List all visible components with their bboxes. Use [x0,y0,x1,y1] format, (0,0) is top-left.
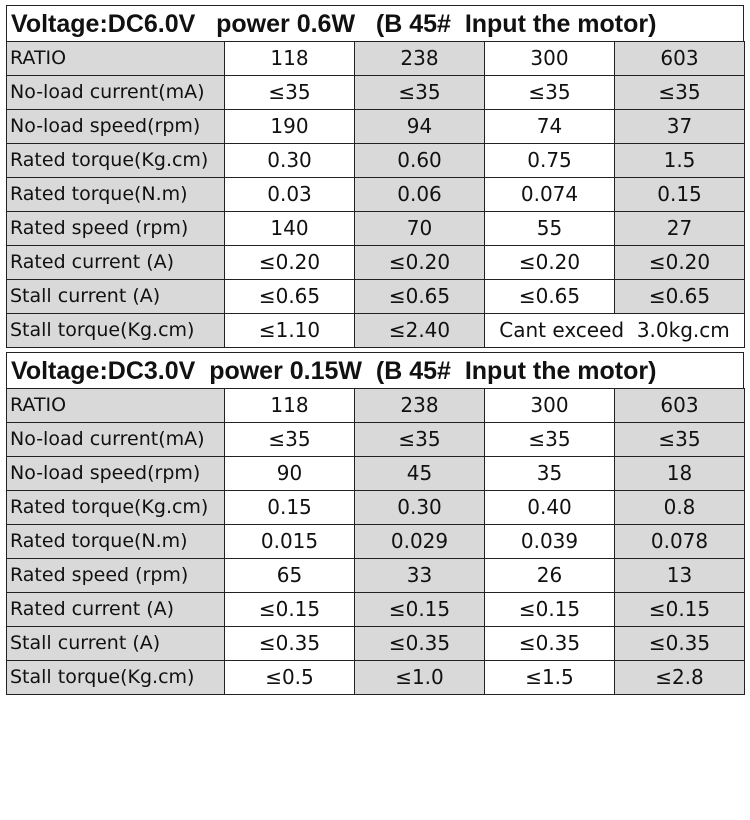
table-cell: 0.30 [355,491,485,525]
table-cell: ≤35 [615,423,745,457]
table-cell: 35 [485,457,615,491]
row-label: Rated current (A) [7,246,225,280]
table-cell: 18 [615,457,745,491]
table-cell: ≤0.35 [485,627,615,661]
table-cell: ≤1.0 [355,661,485,695]
table-cell: ≤35 [225,76,355,110]
table-cell: ≤35 [615,76,745,110]
table-cell: 238 [355,42,485,76]
table-cell: 0.06 [355,178,485,212]
row-label: Stall current (A) [7,280,225,314]
table-cell: ≤35 [485,423,615,457]
table-row [7,76,745,110]
table-cell: 65 [225,559,355,593]
table-row [7,593,745,627]
table-cell: 118 [225,42,355,76]
table-cell: ≤2.40 [355,314,485,348]
table-cell: 603 [615,389,745,423]
row-label: Rated speed (rpm) [7,212,225,246]
table-row [7,457,745,491]
row-label: No-load speed(rpm) [7,457,225,491]
table-cell: 45 [355,457,485,491]
table-cell: 33 [355,559,485,593]
row-label: RATIO [7,389,225,423]
table-cell: 74 [485,110,615,144]
table-cell: 70 [355,212,485,246]
table-cell: 0.074 [485,178,615,212]
table-cell: 26 [485,559,615,593]
table-cell: ≤1.5 [485,661,615,695]
table-cell: ≤0.20 [615,246,745,280]
table-cell: 0.60 [355,144,485,178]
table-cell: ≤0.65 [225,280,355,314]
row-label: No-load current(mA) [7,76,225,110]
table-row [7,423,745,457]
table-cell: 0.75 [485,144,615,178]
table-cell: ≤0.20 [225,246,355,280]
table-cell: ≤0.35 [225,627,355,661]
table-row [7,314,745,348]
table-cell: 13 [615,559,745,593]
table-cell: ≤0.5 [225,661,355,695]
table-cell: 37 [615,110,745,144]
table-row [7,144,745,178]
spec-block-dc3v [6,352,744,695]
table-row [7,559,745,593]
table-row [7,661,745,695]
row-label: Stall current (A) [7,627,225,661]
table-row [7,280,745,314]
table-cell: 140 [225,212,355,246]
row-label: Rated torque(Kg.cm) [7,491,225,525]
table-row [7,110,745,144]
table-cell: ≤0.35 [615,627,745,661]
row-label: Stall torque(Kg.cm) [7,661,225,695]
table-cell: 0.039 [485,525,615,559]
table-row [7,525,745,559]
table-cell: ≤35 [355,76,485,110]
table-cell: ≤0.35 [355,627,485,661]
row-label: RATIO [7,42,225,76]
table-row [7,246,745,280]
table-row [7,627,745,661]
table-cell: 190 [225,110,355,144]
row-label: Rated torque(N.m) [7,525,225,559]
row-label: Rated speed (rpm) [7,559,225,593]
table-cell: ≤0.20 [355,246,485,280]
table-cell: 0.029 [355,525,485,559]
table-row [7,42,745,76]
table-row [7,212,745,246]
table-row [7,178,745,212]
section-title: Voltage:DC3.0V power 0.15W (B 45# Input the motor) [6,352,744,388]
row-label: No-load current(mA) [7,423,225,457]
merged-note-cell: Cant exceed 3.0kg.cm [485,314,745,348]
table-cell: ≤35 [225,423,355,457]
table-cell: ≤0.65 [355,280,485,314]
table-cell: 300 [485,42,615,76]
table-cell: 94 [355,110,485,144]
section-title: Voltage:DC6.0V power 0.6W (B 45# Input the motor) [6,5,744,41]
spec-table [6,41,745,348]
table-cell: 0.15 [615,178,745,212]
row-label: No-load speed(rpm) [7,110,225,144]
table-cell: ≤0.15 [355,593,485,627]
table-cell: 0.8 [615,491,745,525]
table-cell: 0.30 [225,144,355,178]
spec-block-dc6v [6,5,744,348]
row-label: Rated torque(Kg.cm) [7,144,225,178]
table-cell: 0.40 [485,491,615,525]
table-cell: 1.5 [615,144,745,178]
table-row [7,491,745,525]
table-cell: ≤35 [485,76,615,110]
table-cell: 0.03 [225,178,355,212]
table-cell: ≤0.65 [615,280,745,314]
table-cell: ≤0.15 [485,593,615,627]
table-cell: 0.15 [225,491,355,525]
row-label: Rated current (A) [7,593,225,627]
table-cell: ≤2.8 [615,661,745,695]
table-cell: 55 [485,212,615,246]
table-cell: 603 [615,42,745,76]
table-cell: ≤0.65 [485,280,615,314]
table-cell: 90 [225,457,355,491]
table-cell: 0.015 [225,525,355,559]
spec-table [6,388,745,695]
table-cell: 27 [615,212,745,246]
table-cell: ≤0.20 [485,246,615,280]
table-cell: ≤0.15 [615,593,745,627]
table-cell: 118 [225,389,355,423]
row-label: Stall torque(Kg.cm) [7,314,225,348]
table-cell: ≤35 [355,423,485,457]
table-cell: 238 [355,389,485,423]
table-row [7,389,745,423]
row-label: Rated torque(N.m) [7,178,225,212]
table-cell: 300 [485,389,615,423]
table-cell: ≤1.10 [225,314,355,348]
table-cell: 0.078 [615,525,745,559]
table-cell: ≤0.15 [225,593,355,627]
